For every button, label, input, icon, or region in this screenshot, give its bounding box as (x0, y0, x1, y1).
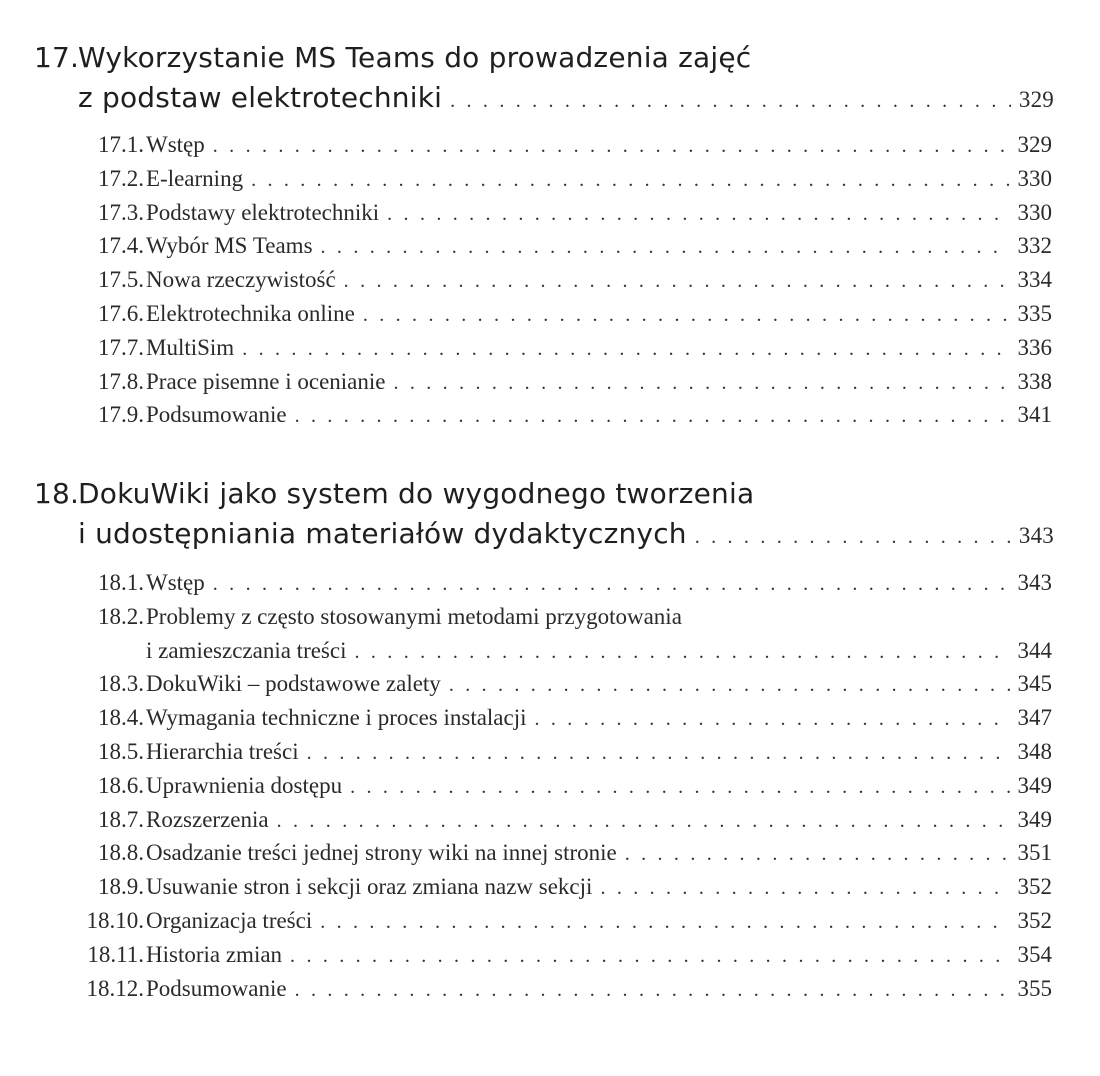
chapter-18-sections (0, 566, 1100, 1005)
dot-leader (344, 265, 1010, 299)
section-page-number: 349 (1017, 772, 1052, 798)
dot-leader (213, 130, 1010, 164)
chapter-page-number: 329 (1018, 87, 1054, 112)
section-title: E-learning (146, 165, 244, 191)
section-page-number: 329 (1017, 132, 1052, 157)
section-title: Problemy z często stosowanymi metodami przygotowania (146, 603, 682, 629)
section-page-number: 351 (1017, 840, 1052, 866)
dot-leader (320, 906, 1009, 940)
toc-entry (0, 735, 1100, 769)
section-page-number: 349 (1017, 806, 1052, 832)
section-title: Elektrotechnika online (146, 300, 355, 326)
dot-leader (251, 164, 1009, 198)
section-number: 18.1. (98, 570, 144, 595)
chapter-17-sections (0, 128, 1100, 432)
section-number: 18.3. (98, 671, 144, 697)
section-title: MultiSim (146, 334, 235, 360)
section-page-number: 343 (1017, 570, 1052, 595)
dot-leader (277, 805, 1010, 839)
section-page-number: 334 (1017, 267, 1052, 293)
section-title: Podsumowanie (146, 402, 287, 428)
chapter-title-line1: DokuWiki jako system do wygodnego tworzenia (78, 477, 755, 510)
dot-leader (450, 81, 1011, 121)
section-number: 17.7. (98, 334, 144, 360)
dot-leader (307, 737, 1010, 771)
dot-leader (321, 231, 1010, 265)
toc-entry-continuation (0, 634, 1100, 668)
toc-entry (0, 566, 1100, 600)
section-title: Hierarchia treści (146, 738, 299, 764)
section-page-number: 348 (1017, 738, 1052, 764)
section-title: Wstęp (146, 570, 205, 595)
section-number: 18.10. (86, 907, 144, 933)
section-title-continuation: i zamieszczania treści (146, 637, 347, 663)
chapter-title-line2: i udostępniania materiałów dydaktycznych (78, 517, 687, 550)
chapter-number: 17. (34, 41, 80, 74)
dot-leader (213, 568, 1010, 602)
section-number: 17.5. (98, 267, 144, 293)
section-number: 18.8. (98, 840, 144, 866)
section-page-number: 341 (1017, 402, 1052, 428)
section-title: Nowa rzeczywistość (146, 267, 336, 293)
section-title: Wstęp (146, 132, 205, 157)
dot-leader (363, 299, 1010, 333)
section-number: 18.11. (87, 941, 144, 967)
chapter-title-line2: z podstaw elektrotechniki (78, 81, 443, 114)
chapter-18-heading (34, 474, 1054, 554)
section-page-number: 338 (1017, 368, 1052, 394)
section-page-number: 355 (1017, 975, 1052, 1001)
toc-entry (0, 904, 1100, 938)
toc-entry (0, 769, 1100, 803)
toc-entry (0, 128, 1100, 162)
section-number: 18.12. (86, 975, 144, 1001)
section-number: 17.8. (98, 368, 144, 394)
dot-leader (625, 838, 1010, 872)
section-page-number: 347 (1017, 705, 1052, 731)
section-page-number: 352 (1017, 907, 1052, 933)
dot-leader (295, 400, 1010, 434)
toc-entry (0, 331, 1100, 365)
toc-entry (0, 162, 1100, 196)
section-number: 17.6. (98, 300, 144, 326)
section-title: Wybór MS Teams (146, 233, 313, 259)
section-title: Rozszerzenia (146, 806, 269, 832)
section-page-number: 332 (1017, 233, 1052, 259)
toc-entry (0, 229, 1100, 263)
section-number: 18.7. (98, 806, 144, 832)
section-title: Wymagania techniczne i proces instalacji (146, 705, 527, 731)
dot-leader (242, 333, 1009, 367)
section-title: Podsumowanie (146, 975, 287, 1001)
toc-entry (0, 263, 1100, 297)
dot-leader (355, 636, 1010, 670)
section-page-number: 344 (1017, 637, 1052, 663)
chapter-title-line1: Wykorzystanie MS Teams do prowadzenia zajęć (78, 41, 752, 74)
section-number: 18.6. (98, 772, 144, 798)
section-title: DokuWiki – podstawowe zalety (146, 671, 441, 697)
section-page-number: 330 (1017, 199, 1052, 225)
section-number: 17.9. (98, 402, 144, 428)
section-title: Podstawy elektrotechniki (146, 199, 380, 225)
section-number: 18.9. (98, 874, 144, 900)
section-title: Organizacja treści (146, 907, 313, 933)
section-page-number: 345 (1017, 671, 1052, 697)
dot-leader (290, 940, 1009, 974)
toc-entry (0, 870, 1100, 904)
section-title: Prace pisemne i ocenianie (146, 368, 386, 394)
section-number: 17.2. (98, 165, 144, 191)
dot-leader (350, 771, 1009, 805)
toc-entry (0, 365, 1100, 399)
section-number: 17.4. (98, 233, 144, 259)
section-page-number: 330 (1017, 165, 1052, 191)
section-title: Uprawnienia dostępu (146, 772, 343, 798)
dot-leader (295, 974, 1010, 1008)
dot-leader (535, 703, 1010, 737)
toc-entry (0, 297, 1100, 331)
section-page-number: 336 (1017, 334, 1052, 360)
toc-entry (0, 803, 1100, 837)
section-number: 18.5. (98, 738, 144, 764)
dot-leader (387, 198, 1009, 232)
section-number: 17.3. (98, 199, 144, 225)
chapter-17-heading (34, 38, 1054, 118)
section-number: 18.4. (98, 705, 144, 731)
section-page-number: 352 (1017, 874, 1052, 900)
section-title: Usuwanie stron i sekcji oraz zmiana nazw sekcji (146, 874, 593, 900)
toc-entry (0, 667, 1100, 701)
toc-entry (0, 701, 1100, 735)
section-page-number: 335 (1017, 300, 1052, 326)
section-page-number: 354 (1017, 941, 1052, 967)
dot-leader (600, 872, 1009, 906)
chapter-page-number: 343 (1018, 523, 1054, 548)
dot-leader (449, 669, 1010, 703)
section-title: Osadzanie treści jednej strony wiki na innej stronie (146, 840, 617, 866)
dot-leader (393, 367, 1009, 401)
section-title: Historia zmian (146, 941, 283, 967)
section-number: 17.1. (98, 132, 144, 157)
toc-entry (0, 836, 1100, 870)
chapter-number: 18. (34, 477, 80, 510)
dot-leader (695, 517, 1011, 557)
toc-entry (0, 972, 1100, 1006)
toc-entry (0, 938, 1100, 972)
section-number: 18.2. (98, 603, 144, 629)
toc-entry (0, 600, 1100, 634)
toc-entry (0, 398, 1100, 432)
toc-entry (0, 196, 1100, 230)
